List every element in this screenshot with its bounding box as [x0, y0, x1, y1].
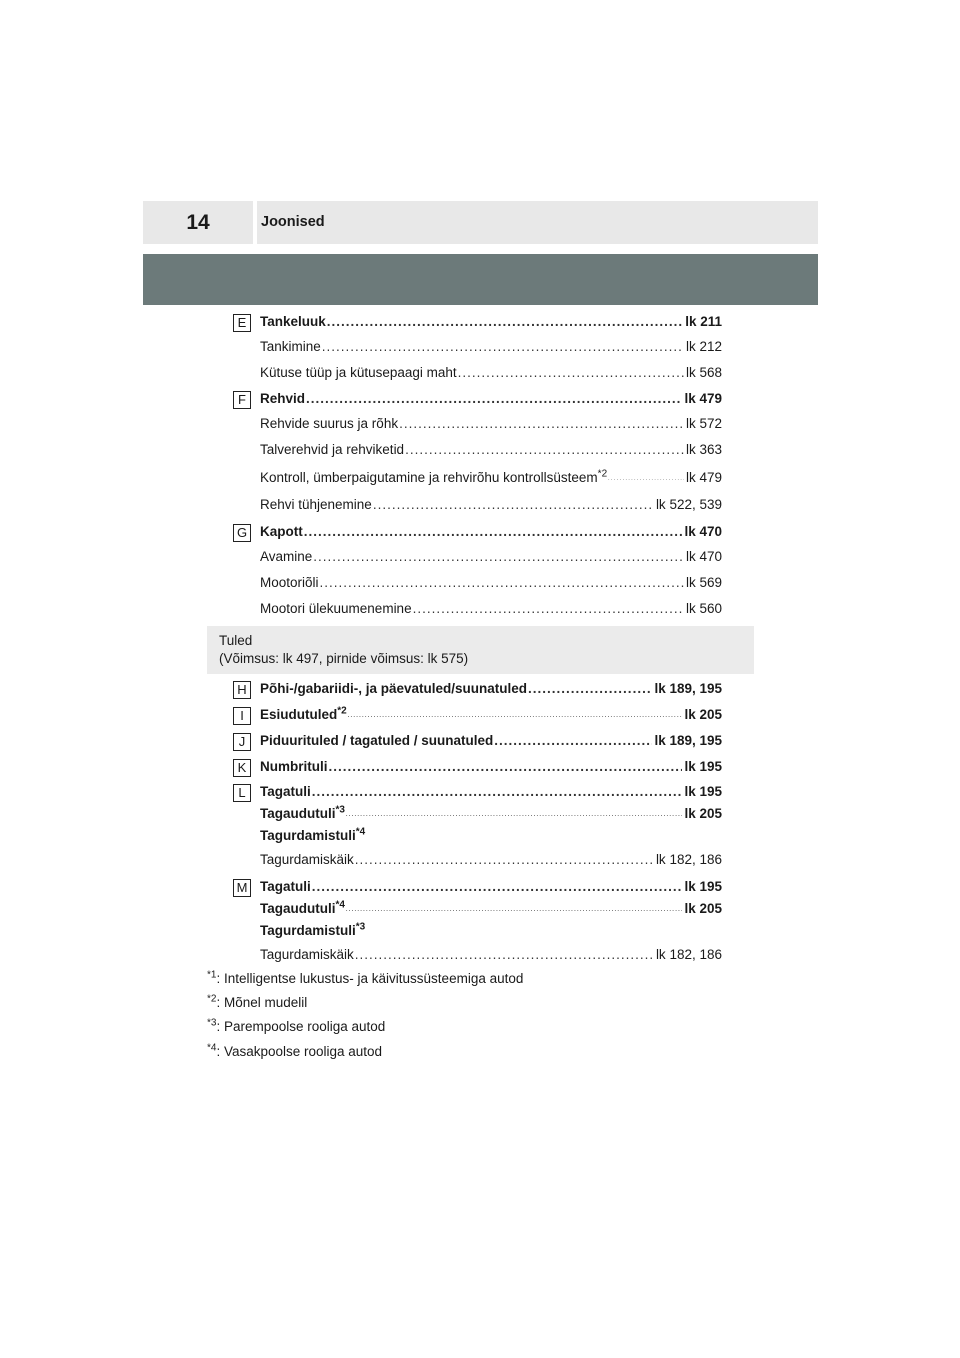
entry-label: Tagurdamiskäik	[260, 947, 354, 962]
page-ref[interactable]: lk 189, 195	[654, 681, 722, 696]
page-ref[interactable]: lk 211	[685, 314, 722, 329]
entry-label: Talverehvid ja rehviketid	[260, 442, 405, 457]
footnote-mark: *2	[597, 468, 608, 480]
leader-dots	[348, 713, 683, 719]
letter-label-h: H	[233, 681, 251, 699]
index-entry-tagatuli-m[interactable]	[260, 879, 722, 894]
lights-wattage-note: (Võimsus: lk 497, pirnide võimsus: lk 575)	[219, 650, 469, 666]
entry-label: Rehvi tühjenemine	[260, 497, 372, 512]
index-entry-tagatuli-l[interactable]	[260, 784, 722, 799]
footnote-3	[207, 1019, 385, 1034]
index-entry-tankeluuk[interactable]	[260, 314, 722, 329]
entry-label: Tagatuli	[260, 784, 311, 799]
index-entry-pohituled[interactable]	[260, 681, 722, 696]
entry-label: Kütuse tüüp ja kütusepaagi maht	[260, 365, 457, 380]
page-ref[interactable]: lk 182, 186	[655, 947, 722, 962]
leader-dots	[322, 339, 684, 354]
leader-dots	[312, 784, 683, 799]
index-subentry-tankimine[interactable]	[260, 339, 722, 354]
page-ref[interactable]: lk 572	[685, 416, 722, 431]
leader-dots	[327, 314, 683, 329]
index-subentry-talverehvid[interactable]	[260, 442, 722, 457]
entry-label: Rehvide suurus ja rõhk	[260, 416, 399, 431]
entry-label-text: Kontroll, ümberpaigutamine ja rehvirõhu kontrollsüsteem	[260, 470, 598, 485]
lights-heading: Tuled	[219, 633, 253, 648]
entry-label	[260, 707, 347, 722]
entry-label: Tagurdamiskäik	[260, 852, 354, 867]
page-ref[interactable]: lk 195	[684, 759, 722, 774]
entry-label: Mootori ülekuumenemine	[260, 601, 412, 616]
leader-dots	[355, 852, 654, 867]
footnote-1	[207, 971, 523, 986]
leader-dots	[329, 759, 683, 774]
entry-label: Põhi-/gabariidi-, ja päevatuled/suunatuled	[260, 681, 528, 696]
index-subentry-tagurdamiskaik-l[interactable]	[260, 852, 722, 867]
entry-label-text: Esiudutuled	[260, 707, 338, 722]
footnote-mark: *3	[335, 804, 345, 816]
index-subentry-avamine[interactable]	[260, 549, 722, 564]
entry-label	[260, 901, 345, 916]
entry-label: Piduurituled / tagatuled / suunatuled	[260, 733, 494, 748]
footnote-text: : Mõnel mudelil	[216, 995, 308, 1010]
letter-label-e: E	[233, 314, 251, 332]
leader-dots	[458, 365, 684, 380]
letter-label-f: F	[233, 391, 251, 409]
footnote-text: : Vasakpoolse rooliga autod	[216, 1044, 383, 1059]
letter-label-k: K	[233, 759, 251, 777]
page-ref[interactable]: lk 568	[685, 365, 722, 380]
letter-label-g: G	[233, 524, 251, 542]
entry-label: Tagatuli	[260, 879, 311, 894]
entry-label-text: Tagaudutuli	[260, 901, 336, 916]
entry-label: Tankimine	[260, 339, 321, 354]
index-entry-tagurdamistuli-l	[260, 828, 365, 843]
leader-dots	[312, 879, 683, 894]
footnote-mark: *4	[335, 899, 345, 911]
page-number: 14	[186, 211, 210, 234]
index-subentry-mootorioli[interactable]	[260, 575, 722, 590]
footnote-mark: *2	[207, 993, 217, 1005]
page-ref[interactable]: lk 470	[685, 549, 722, 564]
page-ref[interactable]: lk 363	[685, 442, 722, 457]
page-ref[interactable]: lk 205	[684, 806, 722, 821]
leader-dots	[355, 947, 654, 962]
index-entry-kapott[interactable]	[260, 524, 722, 539]
page-ref[interactable]: lk 479	[685, 470, 722, 485]
footnote-mark: *1	[207, 969, 217, 981]
page-ref[interactable]: lk 205	[684, 901, 722, 916]
entry-label: Kapott	[260, 524, 303, 539]
index-entry-tagurdamistuli-m	[260, 923, 365, 938]
entry-label: Avamine	[260, 549, 313, 564]
index-entry-numbrituli[interactable]	[260, 759, 722, 774]
entry-label	[260, 470, 607, 485]
index-subentry-ulekuumenemine[interactable]	[260, 601, 722, 616]
page-ref[interactable]: lk 470	[684, 524, 722, 539]
entry-label: Tankeluuk	[260, 314, 326, 329]
leader-dots	[304, 524, 683, 539]
footnote-text: : Intelligentse lukustus- ja käivitussüsteemiga autod	[216, 971, 524, 986]
entry-label-text: Tagurdamistuli	[260, 828, 356, 843]
footnote-mark: *4	[355, 826, 366, 838]
footnote-mark: *4	[207, 1042, 217, 1054]
leader-dots	[346, 907, 683, 913]
leader-dots	[608, 476, 684, 482]
page-ref[interactable]: lk 212	[685, 339, 722, 354]
index-entry-esiudutuled[interactable]	[260, 707, 722, 722]
page-ref[interactable]: lk 195	[684, 784, 722, 799]
leader-dots	[413, 601, 684, 616]
footnote-2	[207, 995, 307, 1010]
index-entry-piduurituled[interactable]	[260, 733, 722, 748]
page-ref[interactable]: lk 182, 186	[655, 852, 722, 867]
section-title: Joonised	[261, 214, 325, 230]
footnote-mark: *3	[207, 1017, 217, 1029]
letter-label-i: I	[233, 707, 251, 725]
page-ref[interactable]: lk 522, 539	[655, 497, 722, 512]
footnote-mark: *3	[355, 921, 366, 933]
entry-label: Rehvid	[260, 391, 306, 406]
entry-label	[260, 806, 345, 821]
index-entry-tagaudutuli-m[interactable]	[260, 901, 722, 916]
letter-label-l: L	[233, 784, 251, 802]
index-entry-rehvid[interactable]	[260, 391, 722, 406]
header-divider	[253, 201, 257, 244]
index-entry-tagaudutuli-l[interactable]	[260, 806, 722, 821]
index-subentry-rehvi-tuhjenemine[interactable]	[260, 497, 722, 512]
page-ref[interactable]: lk 189, 195	[654, 733, 722, 748]
page-ref[interactable]: lk 569	[685, 575, 722, 590]
index-subentry-kutuse-tuup[interactable]	[260, 365, 722, 380]
page-ref[interactable]: lk 195	[684, 879, 722, 894]
page-ref[interactable]: lk 479	[684, 391, 722, 406]
index-subentry-tagurdamiskaik-m[interactable]	[260, 947, 722, 962]
leader-dots	[320, 575, 684, 590]
footnote-text: : Parempoolse rooliga autod	[216, 1019, 386, 1034]
leader-dots	[494, 733, 652, 748]
footnote-mark: *2	[337, 705, 347, 717]
footnote-4	[207, 1044, 382, 1059]
leader-dots	[346, 812, 683, 818]
lights-info-box	[207, 626, 754, 674]
leader-dots	[313, 549, 684, 564]
leader-dots	[399, 416, 684, 431]
leader-dots	[405, 442, 684, 457]
entry-label: Numbrituli	[260, 759, 328, 774]
page-header	[143, 201, 818, 244]
page-ref[interactable]: lk 205	[684, 707, 722, 722]
index-subentry-rehvirohu-kontroll[interactable]	[260, 470, 722, 485]
entry-label-text: Tagaudutuli	[260, 806, 336, 821]
leader-dots	[528, 681, 652, 696]
letter-label-j: J	[233, 733, 251, 751]
index-subentry-rehvide-suurus[interactable]	[260, 416, 722, 431]
leader-dots	[306, 391, 682, 406]
leader-dots	[373, 497, 654, 512]
entry-label: Mootoriõli	[260, 575, 319, 590]
letter-label-m: M	[233, 879, 251, 897]
page-ref[interactable]: lk 560	[685, 601, 722, 616]
entry-label-text: Tagurdamistuli	[260, 923, 356, 938]
illustration-band	[143, 254, 818, 305]
